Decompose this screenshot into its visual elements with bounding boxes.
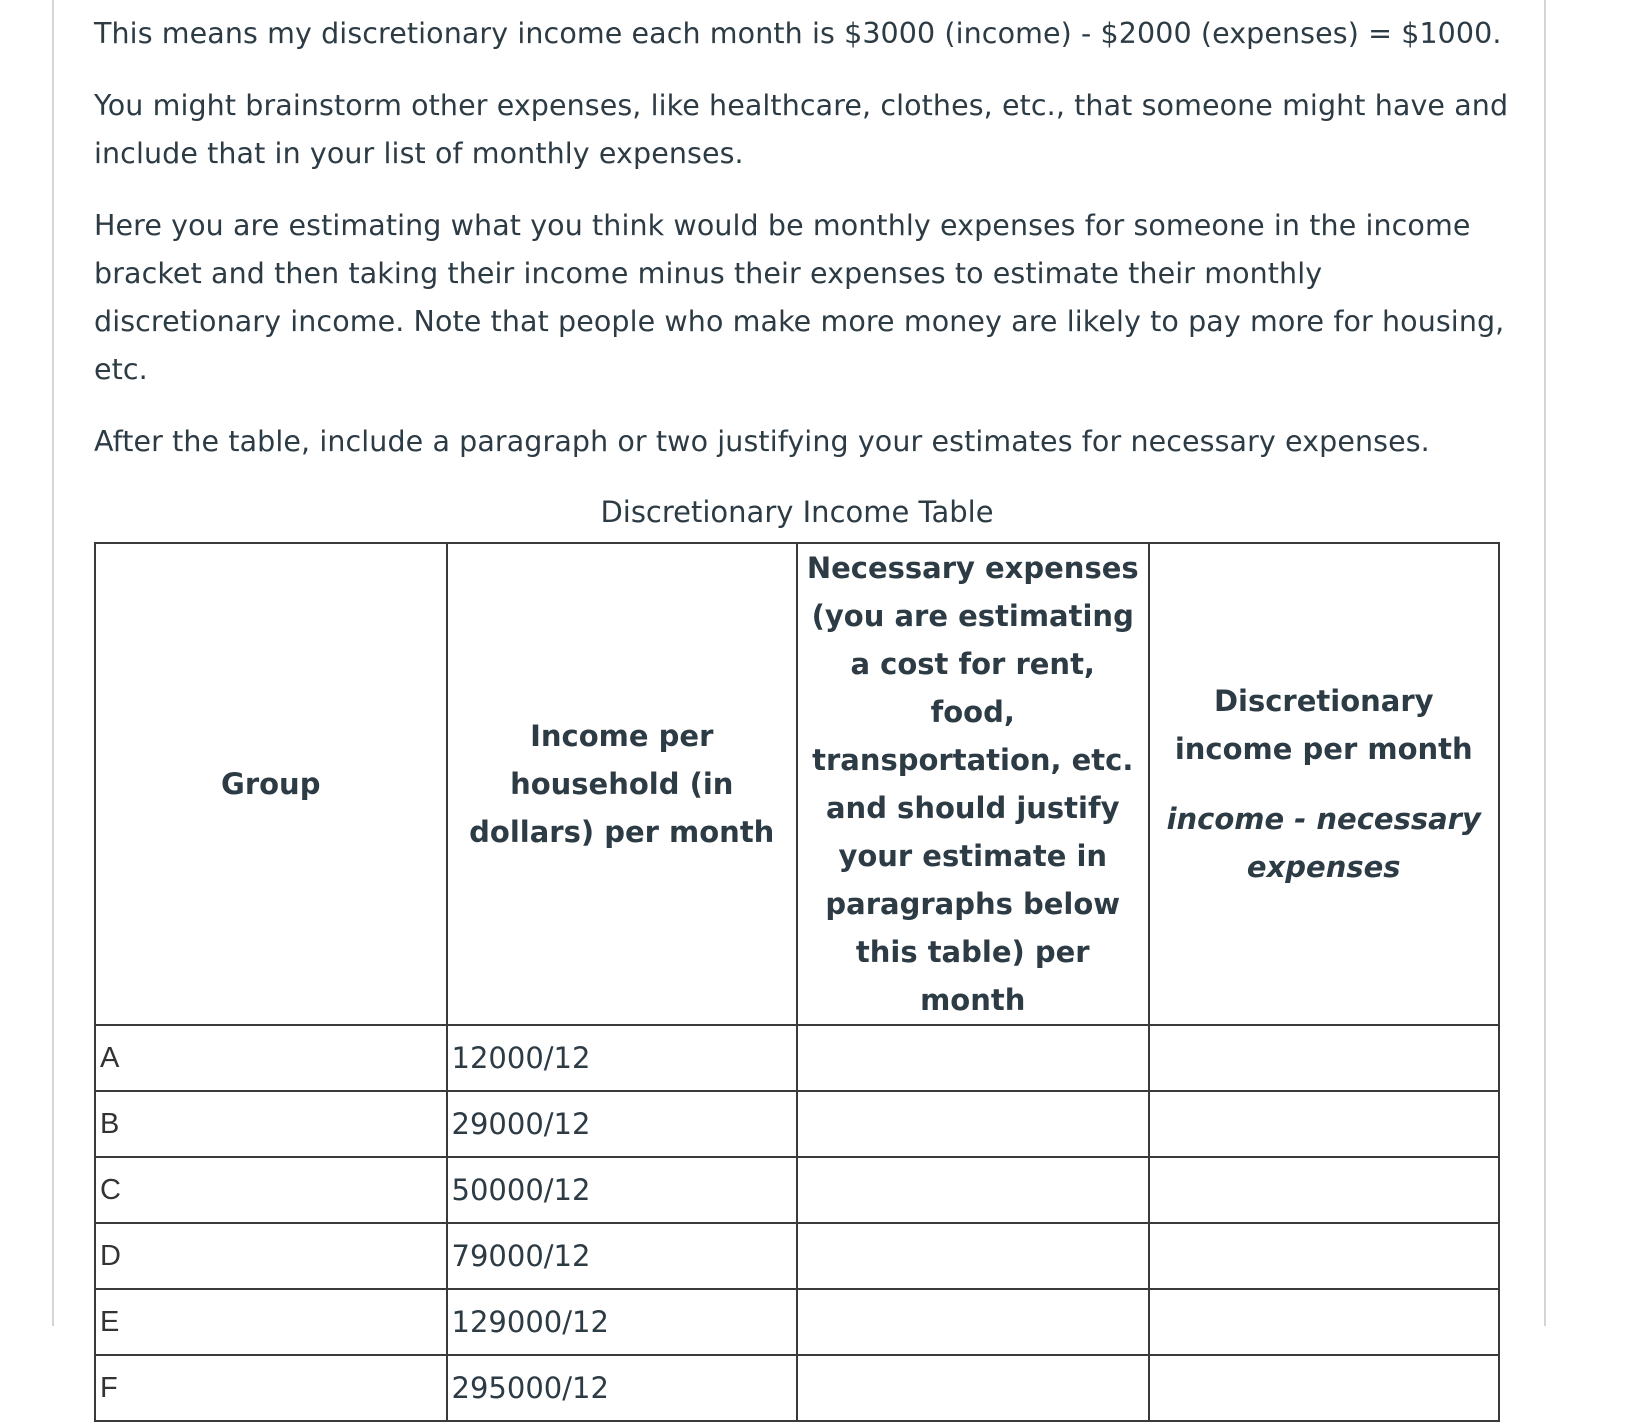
cell-income: 129000/12 — [447, 1289, 797, 1355]
discretionary-income-table — [94, 542, 1500, 1422]
cell-group: D — [95, 1223, 447, 1289]
table-header-row — [95, 543, 1499, 1025]
cell-group: E — [95, 1289, 447, 1355]
cell-group: B — [95, 1091, 447, 1157]
cell-income: 12000/12 — [447, 1025, 797, 1091]
paragraph-after-table-instructions: After the table, include a paragraph or two justifying your estimates for necessary expenses. — [94, 425, 1430, 458]
table-row — [95, 1025, 1499, 1091]
content-frame-left-border — [52, 0, 54, 1326]
cell-income: 50000/12 — [447, 1157, 797, 1223]
table-row — [95, 1157, 1499, 1223]
table-row — [95, 1355, 1499, 1421]
paragraph-discretionary-example: This means my discretionary income each month is $3000 (income) - $2000 (expenses) = $1000. — [94, 17, 1502, 50]
header-discretionary-formula: income - necessary expenses — [1166, 802, 1481, 884]
header-discretionary — [1149, 543, 1500, 1025]
cell-income: 29000/12 — [447, 1091, 797, 1157]
cell-discretionary[interactable] — [1149, 1355, 1500, 1421]
header-discretionary-label: Discretionary income per month — [1174, 684, 1473, 766]
cell-group: F — [95, 1355, 447, 1421]
header-income: Income per household (in dollars) per month — [447, 543, 797, 1025]
table-row — [95, 1223, 1499, 1289]
cell-discretionary[interactable] — [1149, 1223, 1500, 1289]
cell-discretionary[interactable] — [1149, 1157, 1500, 1223]
cell-expenses[interactable] — [797, 1289, 1149, 1355]
cell-income: 79000/12 — [447, 1223, 797, 1289]
header-expenses: Necessary expenses (you are estimating a cost for rent, food, transportation, etc. and should justify your estimate in paragraphs below this table) per month — [797, 543, 1149, 1025]
table-row — [95, 1091, 1499, 1157]
cell-expenses[interactable] — [797, 1223, 1149, 1289]
cell-discretionary[interactable] — [1149, 1289, 1500, 1355]
cell-expenses[interactable] — [797, 1355, 1149, 1421]
table-caption: Discretionary Income Table — [600, 495, 994, 529]
content-frame-right-border — [1544, 0, 1546, 1326]
cell-discretionary[interactable] — [1149, 1025, 1500, 1091]
paragraph-estimating-instructions: Here you are estimating what you think would be monthly expenses for someone in the income bracket and then taking their income minus their expenses to estimate their monthly discretionary income. Note that people who make more money are likely to pay more for housing, etc. — [94, 209, 1505, 386]
document-content — [94, 10, 1514, 1422]
cell-discretionary[interactable] — [1149, 1091, 1500, 1157]
cell-expenses[interactable] — [797, 1091, 1149, 1157]
paragraph-brainstorm-expenses: You might brainstorm other expenses, like healthcare, clothes, etc., that someone might have and include that in your list of monthly expenses. — [94, 89, 1509, 170]
header-group: Group — [95, 543, 447, 1025]
cell-income: 295000/12 — [447, 1355, 797, 1421]
table-row — [95, 1289, 1499, 1355]
cell-expenses[interactable] — [797, 1025, 1149, 1091]
cell-group: A — [95, 1025, 447, 1091]
cell-group: C — [95, 1157, 447, 1223]
cell-expenses[interactable] — [797, 1157, 1149, 1223]
